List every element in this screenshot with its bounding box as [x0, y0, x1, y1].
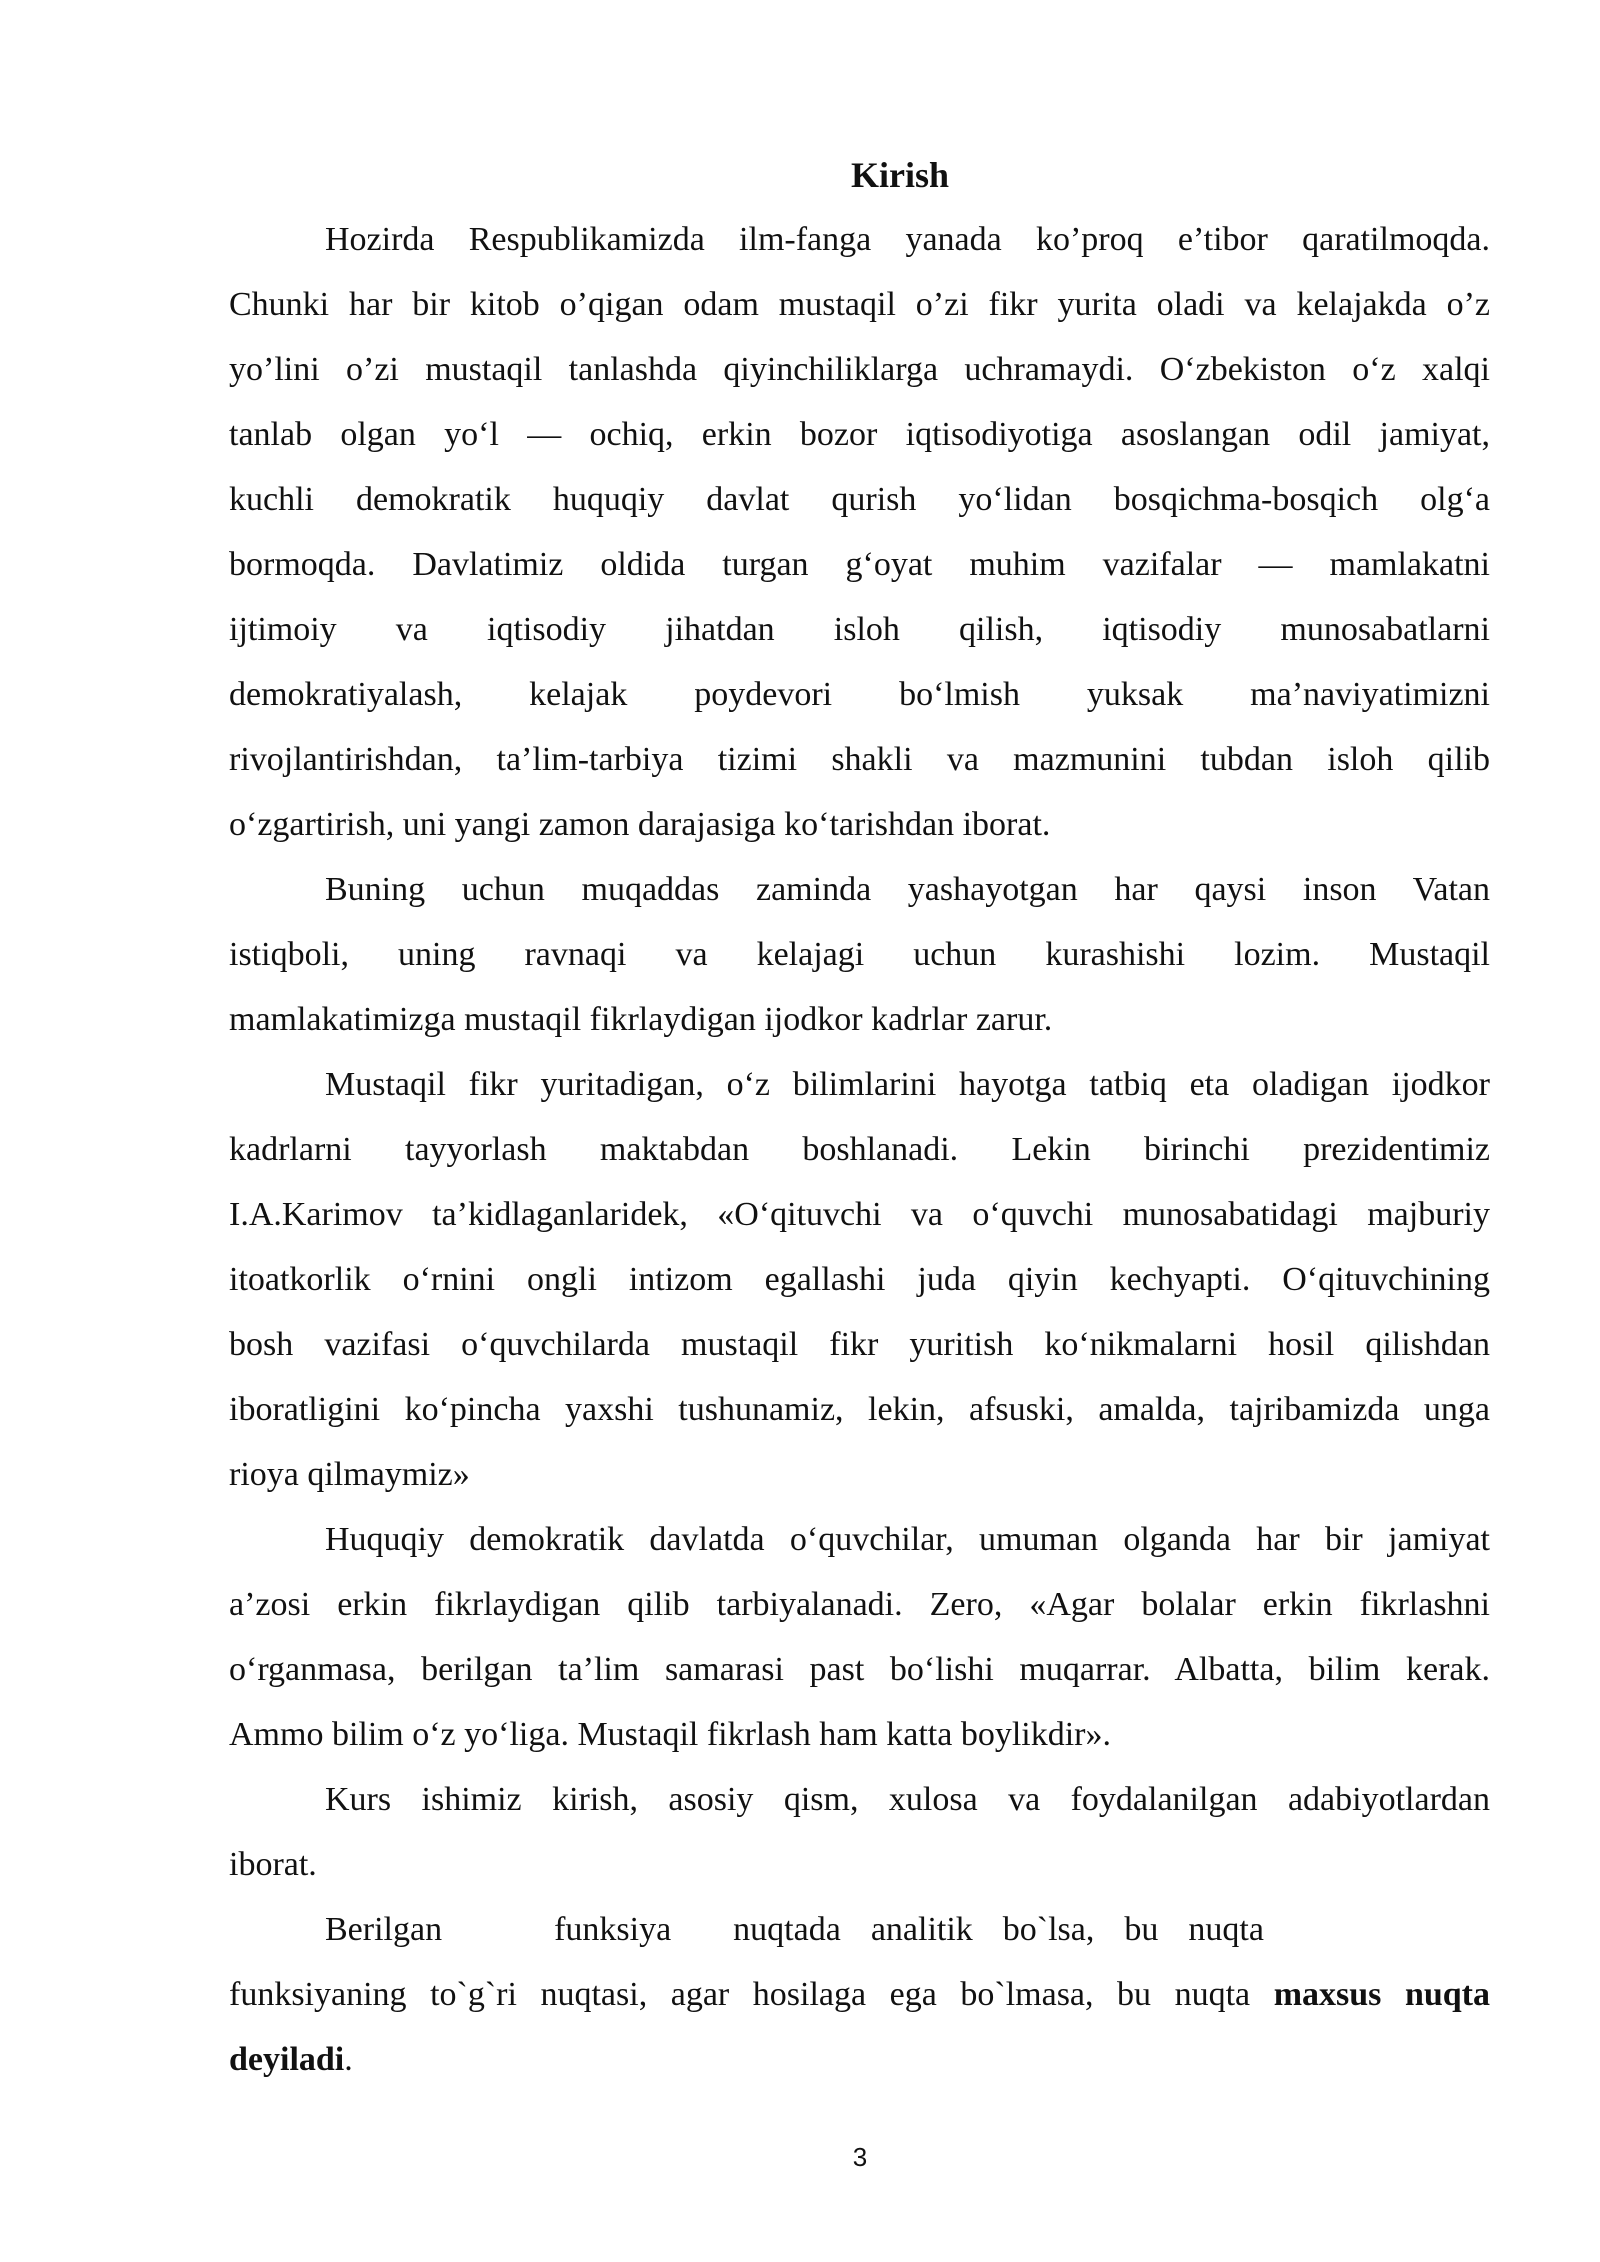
text-line: Chunki har bir kitob o’qigan odam mustaqil o’zi fikr yurita oladi va kelajakda o’z [229, 286, 1490, 323]
definition-text: funksiyaning to`g`ri nuqtasi, agar hosilaga ega bo`lmasa, bu nuqta [229, 1976, 1274, 2013]
bold-term: maxsus nuqta [1273, 1976, 1490, 2013]
text-line: rioya qilmaymiz» [229, 1456, 470, 1493]
text-line: Ammo bilim o‘z yo‘liga. Mustaqil fikrlash ham katta boylikdir». [229, 1716, 1111, 1753]
text-line: demokratiyalash, kelajak poydevori bo‘lmish yuksak ma’naviyatimizni [229, 676, 1490, 713]
text-line: itoatkorlik o‘rnini ongli intizom egallashi juda qiyin kechyapti. O‘qituvchining [229, 1261, 1490, 1298]
text-line: Mustaqil fikr yuritadigan, o‘z bilimlarini hayotga tatbiq eta oladigan ijodkor [325, 1066, 1490, 1103]
definition-line [325, 1905, 1490, 1970]
text-line: kadrlarni tayyorlash maktabdan boshlanadi. Lekin birinchi prezidentimiz [229, 1131, 1490, 1168]
text-line: Kurs ishimiz kirish, asosiy qism, xulosa va foydalanilgan adabiyotlardan [325, 1781, 1490, 1818]
text-line: I.A.Karimov ta’kidlaganlaridek, «O‘qituvchi va o‘quvchi munosabatidagi majburiy [229, 1196, 1490, 1233]
definition-line [229, 2035, 1490, 2100]
text-line: bormoqda. Davlatimiz oldida turgan g‘oyat muhim vazifalar — mamlakatni [229, 546, 1490, 583]
word: nuqta [1188, 1911, 1264, 1948]
bold-term: deyiladi [229, 2041, 345, 2078]
word: funksiya [554, 1911, 672, 1948]
text-line: Huquqiy demokratik davlatda o‘quvchilar, umuman olganda har bir jamiyat [325, 1521, 1490, 1558]
text-line: ijtimoiy va iqtisodiy jihatdan isloh qilish, iqtisodiy munosabatlarni [229, 611, 1490, 648]
text-line: o‘zgartirish, uni yangi zamon darajasiga ko‘tarishdan iborat. [229, 806, 1051, 843]
text-line: rivojlantirishdan, ta’lim-tarbiya tizimi shakli va mazmunini tubdan isloh qilib [229, 741, 1490, 778]
text-line: Hozirda Respublikamizda ilm-fanga yanada ko’proq e’tibor qaratilmoqda. [325, 221, 1490, 258]
text-line: kuchli demokratik huquqiy davlat qurish yo‘lidan bosqichma-bosqich olg‘a [229, 481, 1490, 518]
page-number: 3 [852, 2142, 868, 2172]
text-line: tanlab olgan yo‘l — ochiq, erkin bozor iqtisodiyotiga asoslangan odil jamiyat, [229, 416, 1490, 453]
text-line: mamlakatimizga mustaqil fikrlaydigan ijodkor kadrlar zarur. [229, 1001, 1053, 1038]
word: bu [1124, 1911, 1159, 1948]
text-line: istiqboli, uning ravnaqi va kelajagi uchun kurashishi lozim. Mustaqil [229, 936, 1490, 973]
definition-text: . [344, 2041, 353, 2078]
word: bo`lsa, [1002, 1911, 1095, 1948]
definition-line [229, 1970, 1490, 2035]
word: Berilgan [325, 1911, 443, 1948]
text-line: a’zosi erkin fikrlaydigan qilib tarbiyalanadi. Zero, «Agar bolalar erkin fikrlashni [229, 1586, 1490, 1623]
section-title: Kirish [850, 155, 949, 195]
word: analitik [870, 1911, 973, 1948]
text-line: bosh vazifasi o‘quvchilarda mustaqil fikr yuritish ko‘nikmalarni hosil qilishdan [229, 1326, 1490, 1363]
text-line: iborat. [229, 1846, 317, 1883]
text-line: Buning uchun muqaddas zaminda yashayotgan har qaysi inson Vatan [325, 871, 1490, 908]
text-line: o‘rganmasa, berilgan ta’lim samarasi past bo‘lishi muqarrar. Albatta, bilim kerak. [229, 1651, 1490, 1688]
word: nuqtada [733, 1911, 841, 1948]
text-line: yo’lini o’zi mustaqil tanlashda qiyinchiliklarga uchramaydi. O‘zbekiston o‘z xalqi [229, 351, 1490, 388]
text-line: iboratligini ko‘pincha yaxshi tushunamiz, lekin, afsuski, amalda, tajribamizda unga [229, 1391, 1490, 1428]
